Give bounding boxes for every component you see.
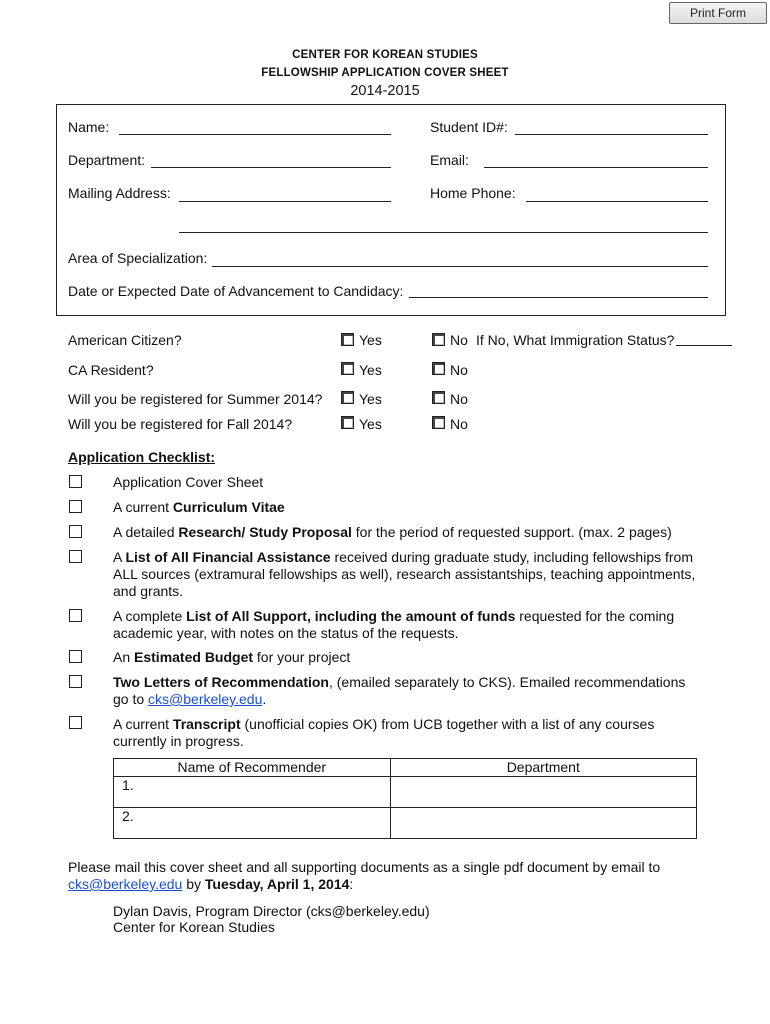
summer-yes-checkbox[interactable] xyxy=(341,391,354,404)
department-field[interactable] xyxy=(151,167,391,168)
checklist-checkbox-5[interactable] xyxy=(69,609,82,622)
checklist-item-6: An Estimated Budget for your project xyxy=(113,649,351,665)
student-id-field[interactable] xyxy=(515,134,708,135)
recommender-1-department-cell[interactable] xyxy=(390,777,696,808)
citizen-yes-checkbox[interactable] xyxy=(341,333,354,346)
submission-instructions: Please mail this cover sheet and all supporting documents as a single pdf document by email to cks@berkeley.edu by Tuesday, April 1, 2014: xyxy=(68,859,661,892)
question-citizen: American Citizen? xyxy=(68,332,182,348)
candidacy-label: Date or Expected Date of Advancement to Candidacy: xyxy=(68,283,404,299)
home-phone-field[interactable] xyxy=(526,201,708,202)
specialization-label: Area of Specialization: xyxy=(68,250,208,266)
checklist-checkbox-7[interactable] xyxy=(69,675,82,688)
home-phone-label: Home Phone: xyxy=(430,185,516,201)
fall-no-label: No xyxy=(450,416,468,432)
recommendation-email-link[interactable]: cks@berkeley.edu xyxy=(148,691,263,707)
fall-yes-label: Yes xyxy=(359,416,382,432)
department-label: Department: xyxy=(68,152,146,168)
name-field[interactable] xyxy=(119,134,391,135)
recommender-department-header: Department xyxy=(390,759,696,777)
title-line1: CENTER FOR KOREAN STUDIES xyxy=(292,49,478,61)
candidacy-field[interactable] xyxy=(409,297,708,298)
checklist-item-1: Application Cover Sheet xyxy=(113,474,264,490)
mailing-address-field[interactable] xyxy=(179,201,391,202)
signature-line2: Center for Korean Studies xyxy=(113,919,275,935)
fall-no-checkbox[interactable] xyxy=(432,416,445,429)
question-summer: Will you be registered for Summer 2014? xyxy=(68,391,323,407)
recommenders-table xyxy=(113,758,697,839)
email-field[interactable] xyxy=(484,167,708,168)
checklist-checkbox-8[interactable] xyxy=(69,716,82,729)
summer-no-label: No xyxy=(450,391,468,407)
citizen-yes-label: Yes xyxy=(359,332,382,348)
immigration-status-label: If No, What Immigration Status? xyxy=(476,332,675,348)
fall-yes-checkbox[interactable] xyxy=(341,416,354,429)
email-label: Email: xyxy=(430,152,469,168)
checklist-heading: Application Checklist: xyxy=(68,449,216,465)
checklist-item-7: Two Letters of Recommendation, (emailed separately to CKS). Emailed recommendations go to cks@berkeley.edu. xyxy=(113,674,686,707)
citizen-no-label: No xyxy=(450,332,468,348)
checklist-item-2: A current Curriculum Vitae xyxy=(113,499,285,515)
checklist-checkbox-1[interactable] xyxy=(69,475,82,488)
student-id-label: Student ID#: xyxy=(430,119,508,135)
checklist-checkbox-3[interactable] xyxy=(69,525,82,538)
question-ca-resident: CA Resident? xyxy=(68,362,154,378)
mailing-address-line2-field[interactable] xyxy=(179,232,708,233)
ca-resident-yes-label: Yes xyxy=(359,362,382,378)
immigration-status-field[interactable] xyxy=(676,345,732,346)
checklist-item-3: A detailed Research/ Study Proposal for the period of requested support. (max. 2 pages) xyxy=(113,524,672,540)
signature-line1: Dylan Davis, Program Director (cks@berkeley.edu) xyxy=(113,903,430,919)
checklist-item-5: A complete List of All Support, including the amount of funds requested for the coming academic year, with notes on the status of the requests. xyxy=(113,608,675,641)
recommender-2-department-cell[interactable] xyxy=(390,808,696,839)
summer-no-checkbox[interactable] xyxy=(432,391,445,404)
ca-resident-yes-checkbox[interactable] xyxy=(341,362,354,375)
ca-resident-no-checkbox[interactable] xyxy=(432,362,445,375)
ca-resident-no-label: No xyxy=(450,362,468,378)
checklist-checkbox-6[interactable] xyxy=(69,650,82,663)
checklist-item-4: A List of All Financial Assistance received during graduate study, including fellowships from ALL sources (extramural fellowships as well), research assistantships, teaching appointments, and grants. xyxy=(113,549,696,599)
citizen-no-checkbox[interactable] xyxy=(432,333,445,346)
summer-yes-label: Yes xyxy=(359,391,382,407)
title-year: 2014-2015 xyxy=(350,83,420,99)
mailing-address-label: Mailing Address: xyxy=(68,185,171,201)
recommender-1-name-cell[interactable]: 1. xyxy=(114,777,391,808)
print-form-button[interactable]: Print Form xyxy=(669,2,767,24)
checklist-item-8: A current Transcript (unofficial copies OK) from UCB together with a list of any courses currently in progress. xyxy=(113,716,655,749)
question-fall: Will you be registered for Fall 2014? xyxy=(68,416,293,432)
checklist-checkbox-2[interactable] xyxy=(69,500,82,513)
specialization-field[interactable] xyxy=(212,266,708,267)
recommender-2-name-cell[interactable]: 2. xyxy=(114,808,391,839)
checklist-checkbox-4[interactable] xyxy=(69,550,82,563)
submission-email-link[interactable]: cks@berkeley.edu xyxy=(68,876,183,892)
name-label: Name: xyxy=(68,119,110,135)
recommender-name-header: Name of Recommender xyxy=(114,759,391,777)
title-line2: FELLOWSHIP APPLICATION COVER SHEET xyxy=(261,67,509,79)
